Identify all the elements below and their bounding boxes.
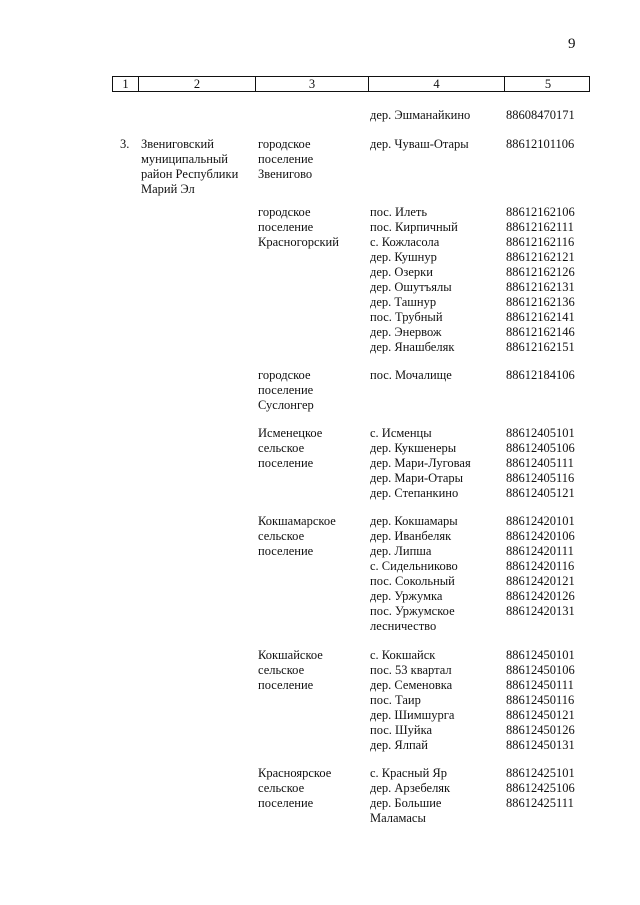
oktmo-code: 88612420131 (506, 604, 575, 618)
locality-name: дер. Иванбеляк (370, 529, 452, 543)
locality-name: пос. Кирпичный (370, 220, 458, 234)
oktmo-code: 88612162141 (506, 310, 575, 324)
district-name-line: район Республики (141, 167, 239, 181)
locality-name: дер. Мари-Луговая (370, 456, 471, 470)
locality-name: пос. Трубный (370, 310, 443, 324)
settlement-cell (258, 766, 364, 811)
column-header-row (112, 76, 590, 92)
settlement-name-line: Кокшамарское (258, 514, 336, 528)
locality-name: пос. 53 квартал (370, 663, 452, 677)
oktmo-code: 88612405116 (506, 471, 575, 485)
locality-cell (370, 766, 504, 826)
settlement-name-line: поселение (258, 678, 314, 692)
settlement-name-line: городское (258, 137, 311, 151)
settlement-name-line: поселение (258, 796, 314, 810)
oktmo-code: 88612420111 (506, 544, 574, 558)
locality-cell (370, 137, 504, 152)
locality-name: дер. Озерки (370, 265, 433, 279)
locality-name: пос. Таир (370, 693, 421, 707)
locality-name: дер. Эшманайкино (370, 108, 471, 122)
settlement-name-line: поселение (258, 456, 314, 470)
locality-name: дер. Кокшамары (370, 514, 458, 528)
settlement-cell (258, 368, 364, 413)
locality-name: дер. Кукшенеры (370, 441, 457, 455)
locality-name: дер. Янашбеляк (370, 340, 455, 354)
oktmo-code: 88612162146 (506, 325, 575, 339)
oktmo-code: 88612162106 (506, 205, 575, 219)
locality-name: с. Исменцы (370, 426, 432, 440)
settlement-name-line: сельское (258, 441, 305, 455)
settlement-name-line: городское (258, 368, 311, 382)
settlement-name-line: Звенигово (258, 167, 313, 181)
oktmo-code: 88612420116 (506, 559, 575, 573)
settlement-cell (258, 205, 364, 250)
locality-name: с. Кожласола (370, 235, 440, 249)
locality-name: с. Сидельниково (370, 559, 458, 573)
oktmo-code: 88612162151 (506, 340, 575, 354)
settlement-name-line: поселение (258, 544, 314, 558)
settlement-name-line: сельское (258, 663, 305, 677)
oktmo-code: 88612450106 (506, 663, 575, 677)
oktmo-code: 88612162121 (506, 250, 575, 264)
locality-cell (370, 368, 504, 383)
locality-name: дер. Кушнур (370, 250, 437, 264)
oktmo-code: 88612184106 (506, 368, 575, 382)
locality-cell (370, 108, 504, 123)
oktmo-code: 88612405106 (506, 441, 575, 455)
oktmo-code: 88608470171 (506, 108, 575, 122)
oktmo-code: 88612425111 (506, 796, 574, 810)
oktmo-code: 88612162116 (506, 235, 575, 249)
column-header-1: 1 (113, 77, 139, 91)
settlement-name-line: сельское (258, 781, 305, 795)
settlement-name-line: сельское (258, 529, 305, 543)
row-number: 3. (120, 137, 130, 151)
locality-name: с. Кокшайск (370, 648, 436, 662)
locality-cell (370, 648, 504, 753)
oktmo-code: 88612450116 (506, 693, 575, 707)
locality-name: дер. Ташнур (370, 295, 437, 309)
oktmo-code: 88612420106 (506, 529, 575, 543)
settlement-name-line: Красноярское (258, 766, 332, 780)
locality-name: лесничество (370, 619, 437, 633)
oktmo-code: 88612162131 (506, 280, 575, 294)
locality-name: дер. Ошутъялы (370, 280, 452, 294)
locality-cell (370, 205, 504, 355)
settlement-cell (258, 648, 364, 693)
settlement-name-line: поселение (258, 152, 314, 166)
locality-name: дер. Мари-Отары (370, 471, 464, 485)
oktmo-code: 88612420126 (506, 589, 575, 603)
oktmo-code: 88612450126 (506, 723, 575, 737)
locality-cell (370, 426, 504, 501)
row-number-cell (120, 137, 140, 152)
oktmo-code: 88612420101 (506, 514, 575, 528)
locality-name: дер. Ялпай (370, 738, 428, 752)
oktmo-code: 88612162136 (506, 295, 575, 309)
oktmo-code: 88612450121 (506, 708, 575, 722)
settlement-name-line: городское (258, 205, 311, 219)
locality-name: пос. Мочалище (370, 368, 452, 382)
locality-name: дер. Чуваш-Отары (370, 137, 469, 151)
column-header-3: 3 (256, 77, 369, 91)
locality-name: с. Красный Яр (370, 766, 447, 780)
column-header-2: 2 (139, 77, 256, 91)
locality-name: Маламасы (370, 811, 426, 825)
oktmo-code: 88612405111 (506, 456, 574, 470)
locality-name: пос. Уржумское (370, 604, 455, 618)
district-name-line: муниципальный (141, 152, 228, 166)
locality-name: дер. Липша (370, 544, 432, 558)
oktmo-code: 88612405121 (506, 486, 575, 500)
settlement-name-line: Красногорский (258, 235, 339, 249)
page-number: 9 (568, 36, 576, 52)
settlement-cell (258, 514, 364, 559)
oktmo-code: 88612450111 (506, 678, 574, 692)
district-name-line: Звениговский (141, 137, 214, 151)
oktmo-code: 88612450101 (506, 648, 575, 662)
oktmo-code: 88612101106 (506, 137, 575, 151)
settlement-name-line: поселение (258, 220, 314, 234)
oktmo-code: 88612420121 (506, 574, 575, 588)
settlement-cell (258, 137, 364, 182)
oktmo-code: 88612162126 (506, 265, 575, 279)
locality-name: пос. Шуйка (370, 723, 433, 737)
locality-name: дер. Энервож (370, 325, 442, 339)
settlement-name-line: Исменецкое (258, 426, 323, 440)
locality-cell (370, 514, 504, 634)
locality-name: дер. Семеновка (370, 678, 453, 692)
locality-name: дер. Большие (370, 796, 442, 810)
oktmo-code: 88612162111 (506, 220, 574, 234)
locality-name: дер. Уржумка (370, 589, 443, 603)
district-cell (141, 137, 249, 197)
locality-name: пос. Илеть (370, 205, 428, 219)
settlement-cell (258, 426, 364, 471)
oktmo-code: 88612450131 (506, 738, 575, 752)
settlement-name-line: поселение (258, 383, 314, 397)
column-header-4: 4 (369, 77, 505, 91)
oktmo-code: 88612405101 (506, 426, 575, 440)
locality-name: пос. Сокольный (370, 574, 455, 588)
settlement-name-line: Кокшайское (258, 648, 323, 662)
settlement-name-line: Суслонгер (258, 398, 314, 412)
oktmo-code: 88612425101 (506, 766, 575, 780)
oktmo-code: 88612425106 (506, 781, 575, 795)
locality-name: дер. Арзебеляк (370, 781, 451, 795)
locality-name: дер. Шимшурга (370, 708, 455, 722)
district-name-line: Марий Эл (141, 182, 195, 196)
column-header-5: 5 (544, 77, 552, 91)
locality-name: дер. Степанкино (370, 486, 459, 500)
